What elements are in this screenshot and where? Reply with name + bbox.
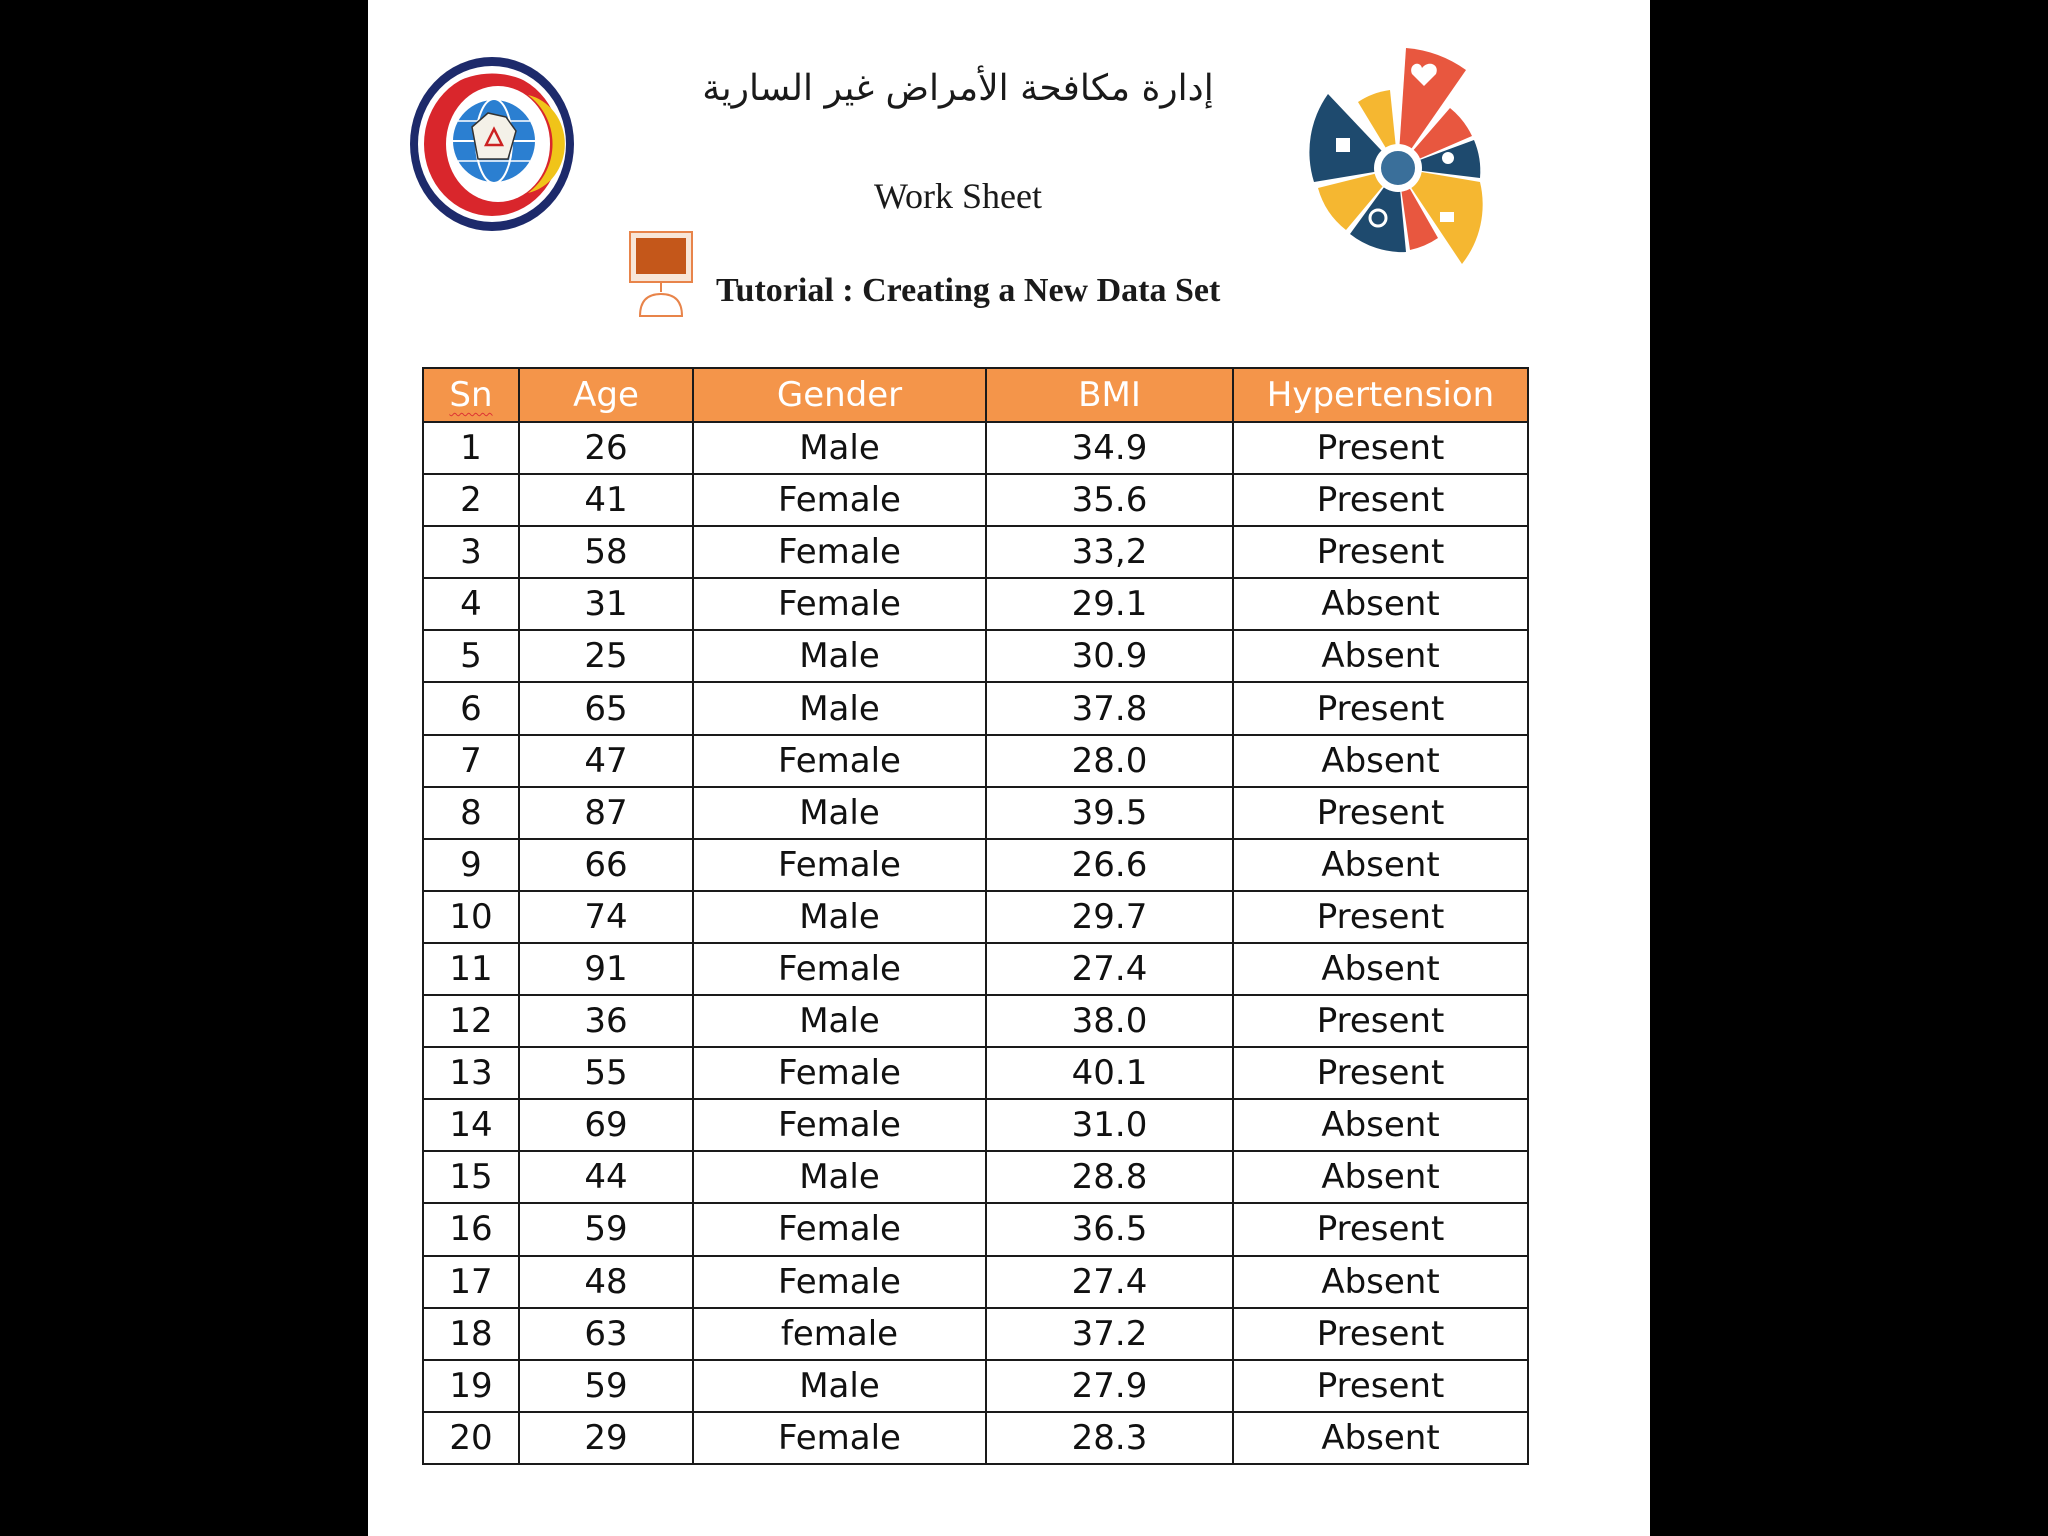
cell-age: 44: [519, 1151, 693, 1203]
cell-sn: 20: [423, 1412, 519, 1464]
table-row: [423, 422, 1528, 474]
cell-gender: Male: [693, 787, 986, 839]
cell-sn: 2: [423, 474, 519, 526]
ncd-wheel-icon: [1288, 38, 1508, 298]
cell-hypertension: Absent: [1233, 943, 1528, 995]
cell-sn: 11: [423, 943, 519, 995]
cell-gender: Female: [693, 1412, 986, 1464]
cell-age: 25: [519, 630, 693, 682]
cell-gender: Male: [693, 995, 986, 1047]
cell-gender: Female: [693, 943, 986, 995]
cell-age: 55: [519, 1047, 693, 1099]
cell-bmi: 28.0: [986, 735, 1233, 787]
cell-hypertension: Absent: [1233, 1099, 1528, 1151]
cell-hypertension: Absent: [1233, 630, 1528, 682]
cell-bmi: 30.9: [986, 630, 1233, 682]
page-header: [368, 0, 1650, 340]
cell-gender: Female: [693, 1047, 986, 1099]
cell-sn: 14: [423, 1099, 519, 1151]
cell-sn: 1: [423, 422, 519, 474]
monitor-icon: [626, 230, 696, 320]
column-header-label: Sn: [449, 375, 493, 415]
cell-gender: Female: [693, 1099, 986, 1151]
table-row: [423, 1412, 1528, 1464]
cell-hypertension: Absent: [1233, 578, 1528, 630]
cell-hypertension: Present: [1233, 787, 1528, 839]
table-row: [423, 1151, 1528, 1203]
cell-sn: 17: [423, 1256, 519, 1308]
cell-bmi: 34.9: [986, 422, 1233, 474]
cell-sn: 16: [423, 1203, 519, 1255]
data-table-container: [422, 367, 1529, 1465]
cell-bmi: 37.8: [986, 682, 1233, 734]
arabic-title: إدارة مكافحة الأمراض غير السارية: [702, 68, 1214, 109]
table-row: [423, 943, 1528, 995]
cell-age: 65: [519, 682, 693, 734]
cell-bmi: 29.7: [986, 891, 1233, 943]
cell-hypertension: Absent: [1233, 1412, 1528, 1464]
cell-age: 36: [519, 995, 693, 1047]
cell-sn: 8: [423, 787, 519, 839]
cell-sn: 6: [423, 682, 519, 734]
table-row: [423, 474, 1528, 526]
cell-bmi: 28.3: [986, 1412, 1233, 1464]
cell-hypertension: Present: [1233, 995, 1528, 1047]
cell-bmi: 29.1: [986, 578, 1233, 630]
table-row: [423, 1203, 1528, 1255]
cell-bmi: 33,2: [986, 526, 1233, 578]
cell-gender: Female: [693, 526, 986, 578]
cell-bmi: 31.0: [986, 1099, 1233, 1151]
cell-bmi: 35.6: [986, 474, 1233, 526]
cell-sn: 12: [423, 995, 519, 1047]
cell-sn: 10: [423, 891, 519, 943]
tutorial-title: Tutorial : Creating a New Data Set: [716, 272, 1221, 309]
cell-hypertension: Present: [1233, 422, 1528, 474]
table-body: [423, 422, 1528, 1464]
data-table: [422, 367, 1529, 1465]
column-header-sn: [423, 368, 519, 422]
cell-gender: Female: [693, 474, 986, 526]
cell-gender: Female: [693, 1203, 986, 1255]
cell-age: 63: [519, 1308, 693, 1360]
table-row: [423, 1308, 1528, 1360]
table-row: [423, 787, 1528, 839]
column-header-bmi: BMI: [986, 368, 1233, 422]
cell-gender: Male: [693, 1360, 986, 1412]
cell-hypertension: Present: [1233, 526, 1528, 578]
column-header-hypertension: Hypertension: [1233, 368, 1528, 422]
cell-age: 69: [519, 1099, 693, 1151]
cell-age: 66: [519, 839, 693, 891]
cell-age: 31: [519, 578, 693, 630]
cell-age: 59: [519, 1360, 693, 1412]
cell-hypertension: Present: [1233, 1360, 1528, 1412]
cell-bmi: 27.9: [986, 1360, 1233, 1412]
table-row: [423, 578, 1528, 630]
cell-hypertension: Absent: [1233, 839, 1528, 891]
cell-sn: 4: [423, 578, 519, 630]
cell-age: 47: [519, 735, 693, 787]
cell-bmi: 37.2: [986, 1308, 1233, 1360]
cell-hypertension: Absent: [1233, 1256, 1528, 1308]
table-row: [423, 630, 1528, 682]
table-row: [423, 1360, 1528, 1412]
table-row: [423, 682, 1528, 734]
cell-gender: Female: [693, 735, 986, 787]
table-row: [423, 839, 1528, 891]
table-row: [423, 891, 1528, 943]
cell-bmi: 28.8: [986, 1151, 1233, 1203]
worksheet-page: [368, 0, 1650, 1536]
cell-age: 87: [519, 787, 693, 839]
work-sheet-title: Work Sheet: [873, 176, 1043, 216]
cell-bmi: 36.5: [986, 1203, 1233, 1255]
cell-hypertension: Absent: [1233, 1151, 1528, 1203]
cell-gender: female: [693, 1308, 986, 1360]
cell-age: 58: [519, 526, 693, 578]
cell-bmi: 38.0: [986, 995, 1233, 1047]
cell-hypertension: Present: [1233, 682, 1528, 734]
cell-bmi: 27.4: [986, 943, 1233, 995]
cell-age: 48: [519, 1256, 693, 1308]
cell-hypertension: Absent: [1233, 735, 1528, 787]
cell-gender: Female: [693, 839, 986, 891]
cell-bmi: 39.5: [986, 787, 1233, 839]
cell-bmi: 27.4: [986, 1256, 1233, 1308]
cell-hypertension: Present: [1233, 1308, 1528, 1360]
cell-sn: 19: [423, 1360, 519, 1412]
cell-sn: 13: [423, 1047, 519, 1099]
cell-age: 29: [519, 1412, 693, 1464]
table-header-row: [423, 368, 1528, 422]
cell-gender: Male: [693, 1151, 986, 1203]
column-header-age: Age: [519, 368, 693, 422]
cell-age: 74: [519, 891, 693, 943]
cell-gender: Female: [693, 578, 986, 630]
table-row: [423, 1047, 1528, 1099]
cell-hypertension: Present: [1233, 1203, 1528, 1255]
cell-gender: Female: [693, 1256, 986, 1308]
cell-bmi: 26.6: [986, 839, 1233, 891]
table-row: [423, 526, 1528, 578]
cell-hypertension: Present: [1233, 474, 1528, 526]
cell-gender: Male: [693, 630, 986, 682]
cell-hypertension: Present: [1233, 1047, 1528, 1099]
cell-sn: 3: [423, 526, 519, 578]
cell-sn: 9: [423, 839, 519, 891]
column-header-gender: Gender: [693, 368, 986, 422]
cell-bmi: 40.1: [986, 1047, 1233, 1099]
table-row: [423, 735, 1528, 787]
cell-gender: Male: [693, 422, 986, 474]
cell-age: 26: [519, 422, 693, 474]
cell-age: 59: [519, 1203, 693, 1255]
cell-sn: 18: [423, 1308, 519, 1360]
organization-emblem-icon: [408, 55, 576, 233]
cell-age: 41: [519, 474, 693, 526]
cell-sn: 15: [423, 1151, 519, 1203]
cell-sn: 5: [423, 630, 519, 682]
cell-gender: Male: [693, 891, 986, 943]
table-row: [423, 1256, 1528, 1308]
cell-sn: 7: [423, 735, 519, 787]
cell-age: 91: [519, 943, 693, 995]
table-row: [423, 1099, 1528, 1151]
cell-gender: Male: [693, 682, 986, 734]
cell-hypertension: Present: [1233, 891, 1528, 943]
table-row: [423, 995, 1528, 1047]
